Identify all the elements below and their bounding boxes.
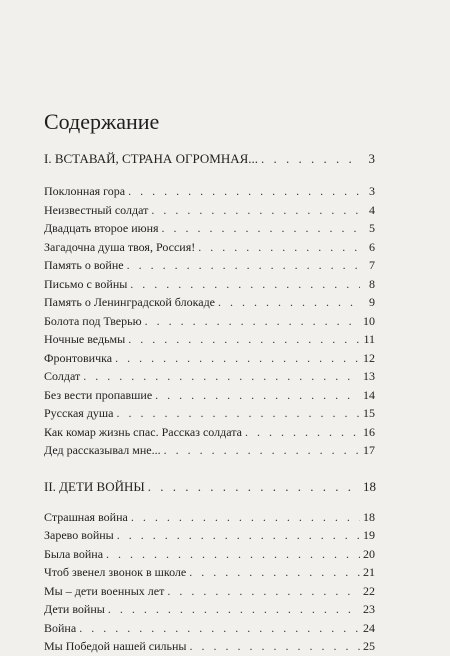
entry-label: Письмо с войны xyxy=(44,276,128,291)
entry-page-number: 12 xyxy=(363,350,375,365)
entry-label: Солдат xyxy=(44,369,81,383)
entry-label: Двадцать второе июня xyxy=(44,221,159,235)
toc-entry xyxy=(44,545,375,564)
entry-label: Чтоб звенел звонок в школе xyxy=(44,565,187,579)
entry-page-number: 3 xyxy=(369,184,375,198)
toc-entry xyxy=(44,201,375,220)
leader-dots xyxy=(83,367,360,386)
page-title: Содержание xyxy=(44,109,160,134)
toc-entry xyxy=(44,526,375,545)
toc-entry xyxy=(44,386,375,405)
section-heading-label: I. ВСТАВАЙ, СТРАНА ОГРОМНАЯ... xyxy=(44,151,259,166)
entry-label: Поклонная гора xyxy=(44,184,126,198)
leader-dots xyxy=(117,404,361,423)
leader-dots xyxy=(261,150,360,168)
entry-page-number: 14 xyxy=(363,387,375,402)
entry-label: Мы – дети военных лет xyxy=(44,583,165,598)
entry-page-number: 19 xyxy=(363,528,375,542)
section-heading-label: II. ДЕТИ ВОЙНЫ xyxy=(44,478,145,494)
section-heading xyxy=(44,478,375,496)
leader-dots xyxy=(131,508,360,527)
leader-dots xyxy=(189,637,360,656)
entry-label: Страшная война xyxy=(44,509,128,524)
leader-dots xyxy=(127,256,360,275)
entry-label: Русская душа xyxy=(44,406,114,420)
entry-list xyxy=(44,508,375,656)
section-heading xyxy=(44,150,375,168)
leader-dots xyxy=(164,441,360,460)
entry-page-number: 25 xyxy=(363,639,375,653)
toc-entry xyxy=(44,423,375,442)
leader-dots xyxy=(128,182,360,201)
entry-page-number: 15 xyxy=(363,406,375,420)
toc-entry xyxy=(44,563,375,582)
entry-label: Болота под Тверью xyxy=(44,313,142,328)
toc-entry xyxy=(44,367,375,386)
leader-dots xyxy=(115,349,360,368)
toc-entry xyxy=(44,238,375,257)
leader-dots xyxy=(167,582,360,601)
entry-page-number: 22 xyxy=(363,583,375,598)
entry-page-number: 23 xyxy=(363,602,375,616)
leader-dots xyxy=(218,293,360,312)
entry-page-number: 24 xyxy=(363,620,375,635)
entry-page-number: 6 xyxy=(369,239,375,254)
leader-dots xyxy=(145,312,360,331)
section-page-number: 3 xyxy=(368,151,375,166)
toc-entry xyxy=(44,330,375,349)
leader-dots xyxy=(148,478,360,496)
section-page-number: 18 xyxy=(363,478,376,494)
entry-label: Неизвестный солдат xyxy=(44,202,149,217)
toc-entry xyxy=(44,582,375,601)
leader-dots xyxy=(108,600,360,619)
entry-page-number: 5 xyxy=(369,221,375,235)
entry-label: Дети войны xyxy=(44,602,105,616)
leader-dots xyxy=(117,526,360,545)
entry-list xyxy=(44,182,375,460)
toc-entry xyxy=(44,182,375,201)
table-of-contents xyxy=(44,150,375,656)
entry-label: Ночные ведьмы xyxy=(44,332,126,346)
entry-page-number: 9 xyxy=(369,295,375,309)
entry-page-number: 21 xyxy=(363,565,375,579)
entry-page-number: 4 xyxy=(369,202,375,217)
entry-page-number: 18 xyxy=(363,509,375,524)
entry-label: Без вести пропавшие xyxy=(44,387,153,402)
leader-dots xyxy=(106,545,360,564)
leader-dots xyxy=(128,330,360,349)
entry-page-number: 7 xyxy=(369,258,375,272)
leader-dots xyxy=(79,619,360,638)
leader-dots xyxy=(245,423,360,442)
toc-entry xyxy=(44,441,375,460)
entry-label: Фронтовичка xyxy=(44,350,113,365)
entry-label: Дед рассказывал мне... xyxy=(44,443,161,457)
entry-page-number: 11 xyxy=(363,332,375,346)
leader-dots xyxy=(130,275,360,294)
leader-dots xyxy=(189,563,360,582)
entry-page-number: 20 xyxy=(363,546,375,561)
toc-entry xyxy=(44,637,375,656)
leader-dots xyxy=(198,238,360,257)
toc-entry xyxy=(44,349,375,368)
entry-page-number: 16 xyxy=(363,424,375,439)
entry-label: Как комар жизнь спас. Рассказ солдата xyxy=(44,424,242,439)
toc-entry xyxy=(44,619,375,638)
entry-label: Война xyxy=(44,620,77,635)
toc-entry xyxy=(44,404,375,423)
leader-dots xyxy=(155,386,360,405)
entry-label: Была война xyxy=(44,546,104,561)
entry-label: Мы Победой нашей сильны xyxy=(44,639,187,653)
entry-page-number: 17 xyxy=(363,443,375,457)
entry-label: Память о войне xyxy=(44,258,124,272)
entry-page-number: 8 xyxy=(369,276,375,291)
toc-entry xyxy=(44,293,375,312)
toc-entry xyxy=(44,256,375,275)
toc-entry xyxy=(44,219,375,238)
toc-entry xyxy=(44,600,375,619)
toc-entry xyxy=(44,275,375,294)
leader-dots xyxy=(151,201,360,220)
entry-page-number: 13 xyxy=(363,369,375,383)
entry-label: Загадочна душа твоя, Россия! xyxy=(44,239,196,254)
entry-label: Память о Ленинградской блокаде xyxy=(44,295,215,309)
toc-entry xyxy=(44,312,375,331)
leader-dots xyxy=(162,219,360,238)
toc-entry xyxy=(44,508,375,527)
entry-label: Зарево войны xyxy=(44,528,114,542)
entry-page-number: 10 xyxy=(363,313,375,328)
